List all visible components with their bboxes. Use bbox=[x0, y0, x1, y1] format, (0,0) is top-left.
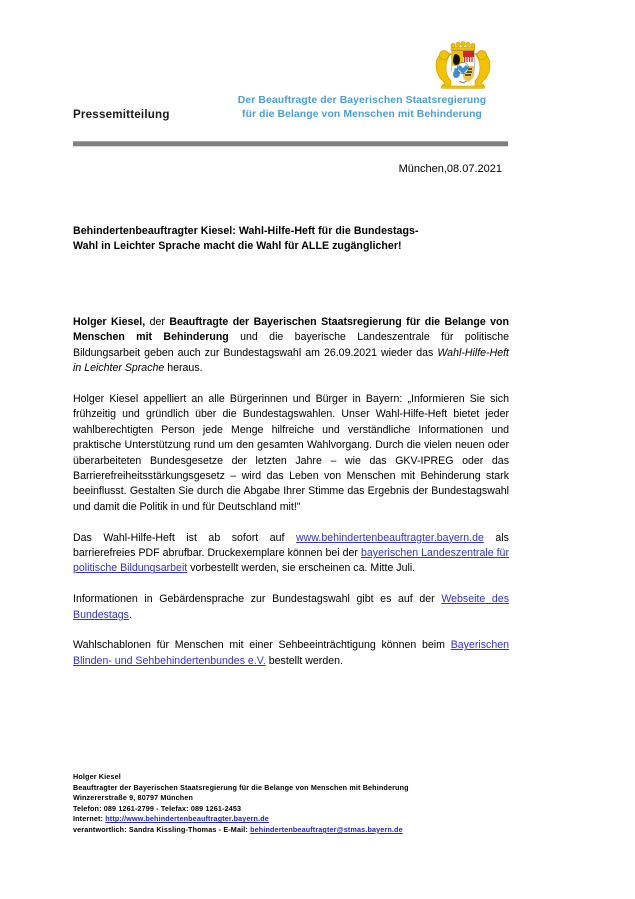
press-release-label: Pressemitteilung bbox=[73, 108, 170, 121]
footer-address: Winzererstraße 9, 80797 München bbox=[73, 793, 194, 803]
footer-internet-label: Internet: bbox=[73, 814, 106, 824]
footer-name: Holger Kiesel bbox=[73, 772, 121, 781]
sign-language-text-2: . bbox=[128, 608, 132, 621]
footer-phone: Telefon: 089 1261-2799 - Telefax: 089 1261-2453 bbox=[73, 803, 242, 813]
footer-responsible-label: verantwortlich: Sandra Kissling-Thomas - E-Mail: bbox=[73, 824, 251, 834]
paragraph-intro bbox=[73, 315, 509, 377]
footer-role: Beauftragter der Bayerischen Staatsregierung für die Belange von Menschen mit Behinderung bbox=[73, 782, 409, 792]
ballot-templates-text-2: bestellt werden. bbox=[265, 654, 343, 667]
footer-internet bbox=[73, 814, 523, 825]
page-title-line-2: Wahl in Leichter Sprache macht die Wahl für ALLE zugänglicher! bbox=[73, 240, 402, 253]
availability-text-1: Das Wahl-Hilfe-Heft ist ab sofort auf bbox=[73, 531, 297, 544]
availability-text-3: vorbestellt werden, sie erscheinen ca. Mitte Juli. bbox=[187, 562, 416, 575]
document-footer bbox=[73, 772, 523, 836]
page-title bbox=[73, 224, 509, 255]
header-divider bbox=[73, 141, 508, 146]
link-landeszentrale-politische-bildungsarbeit[interactable]: bayerischen Landeszentrale für politische Bildungsarbeit bbox=[73, 547, 509, 575]
footer-responsible bbox=[73, 825, 523, 836]
link-blinden-sehbehindertenbund[interactable]: Bayerischen Blinden- und Sehbehindertenbundes e.V. bbox=[73, 639, 509, 667]
intro-role: Beauftragte der Bayerischen Staatsregierung für die Belange von Menschen mit Behinderung bbox=[73, 316, 509, 344]
document-body bbox=[73, 315, 509, 685]
sign-language-text-1: Informationen in Gebärdensprache zur Bundestagswahl gibt es auf der bbox=[73, 593, 442, 606]
paragraph-quote: Holger Kiesel appelliert an alle Bürgerinnen und Bürger in Bayern: „Informieren Sie sich frühzeitig und gründlich über die Bundestagswahlen. Unser Wahl-Hilfe-Heft bietet jeder wahlberechtigten Person jede Menge hilfreiche und verständliche Informationen und praktische Unterstützung rund um den gesamten Wahlvorgang. Durch die vielen neuen oder überarbeiteten Bundesgesetze der letzten Jahre – wie das GKV-IPREG oder das Barrierefreiheitsstärkungsgesetz – wird das Leben von Menschen mit Behinderung stark beeinflusst. Gestalten Sie durch die Abgabe Ihrer Stimme das Ergebnis der Bundestagswahl und damit die Politik in und für Deutschland mit!" bbox=[73, 393, 509, 513]
bavarian-coat-of-arms-icon bbox=[427, 40, 499, 90]
intro-publication-title: Wahl-Hilfe-Heft in Leichter Sprache bbox=[73, 346, 509, 375]
dateline: München,08.07.2021 bbox=[398, 163, 502, 175]
intro-text-2: und die bayerische Landeszentrale für politische Bildungsarbeit geben auch zur Bundestagswahl am 26.09.2021 wieder das bbox=[73, 331, 509, 359]
organization-title bbox=[215, 94, 509, 122]
ballot-templates-text-1: Wahlschablonen für Menschen mit einer Sehbeeinträchtigung können beim bbox=[73, 639, 451, 652]
organization-title-line-2: für die Belange von Menschen mit Behinderung bbox=[242, 109, 482, 120]
document-header bbox=[73, 40, 509, 140]
paragraph-sign-language bbox=[73, 592, 509, 623]
footer-link-email[interactable]: behindertenbeauftragter@stmas.bayern.de bbox=[250, 824, 403, 834]
intro-name: Holger Kiesel, bbox=[73, 316, 146, 328]
organization-title-line-1: Der Beauftragte der Bayerischen Staatsregierung bbox=[237, 95, 487, 106]
link-behindertenbeauftragter-website[interactable]: www.behindertenbeauftragter.bayern.de bbox=[296, 531, 484, 544]
paragraph-availability bbox=[73, 531, 509, 577]
footer-link-website[interactable]: http://www.behindertenbeauftragter.bayern.de bbox=[105, 814, 269, 824]
availability-text-2: als barrierefreies PDF abrufbar. Druckexemplare können bei der bbox=[73, 531, 509, 560]
intro-text-1: der bbox=[145, 316, 170, 328]
intro-text-3: heraus. bbox=[164, 362, 203, 375]
page-title-line-1: Behindertenbeauftragter Kiesel: Wahl-Hilfe-Heft für die Bundestags- bbox=[73, 225, 419, 237]
link-bundestag-website[interactable]: Webseite des Bundestags bbox=[73, 593, 509, 621]
paragraph-ballot-templates bbox=[73, 638, 509, 669]
